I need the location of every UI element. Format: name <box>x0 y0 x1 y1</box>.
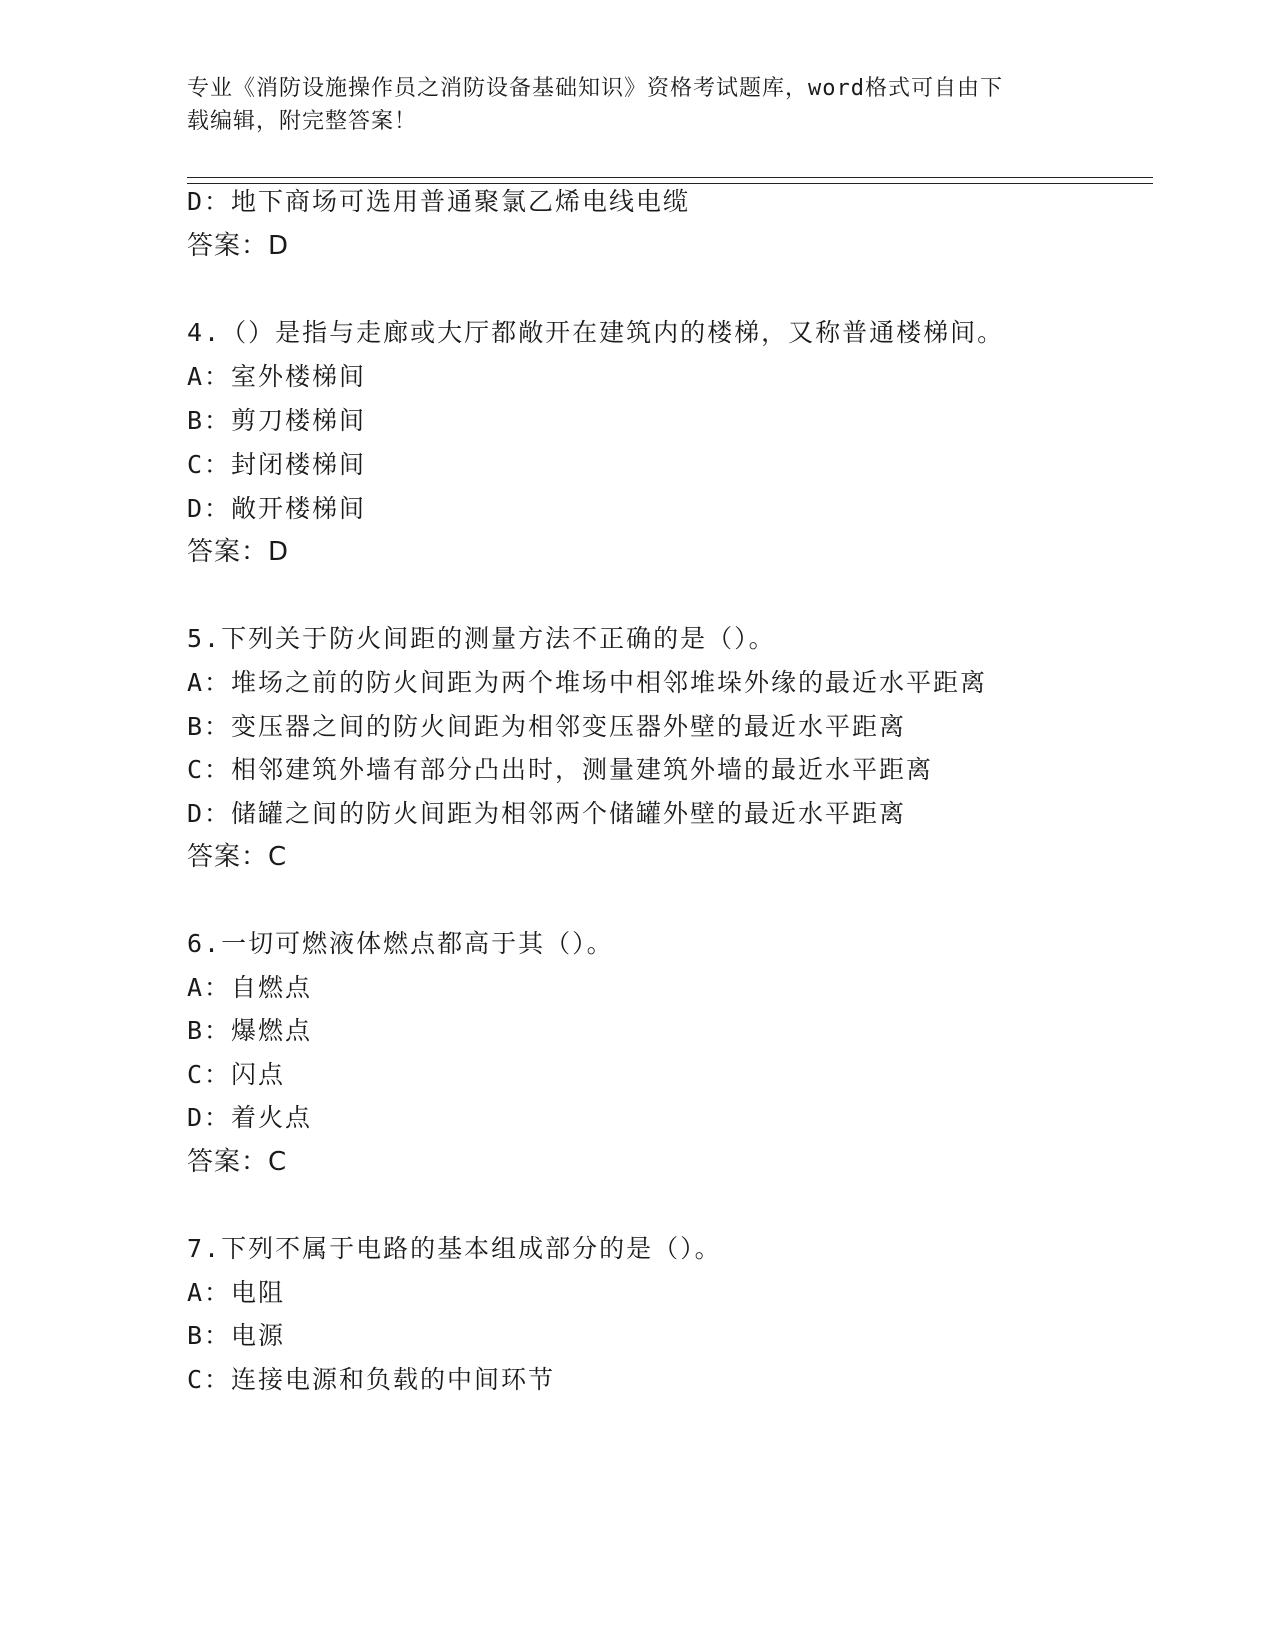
question-5-option-c: C：相邻建筑外墙有部分凸出时，测量建筑外墙的最近水平距离 <box>187 755 934 784</box>
question-6-option-a: A：自燃点 <box>187 973 313 1002</box>
question-6-stem: 6.一切可燃液体燃点都高于其（）。 <box>187 929 614 958</box>
question-7-option-a: A：电阻 <box>187 1278 286 1307</box>
question-6-option-b: B：爆燃点 <box>187 1016 313 1045</box>
question-6-option-c: C：闪点 <box>187 1060 286 1089</box>
question-4-option-b: B：剪刀楼梯间 <box>187 406 367 435</box>
question-6-option-d: D：着火点 <box>187 1103 313 1132</box>
header-line-1: 专业《消防设施操作员之消防设备基础知识》资格考试题库，word格式可自由下 <box>187 76 1003 101</box>
question-4-option-a: A：室外楼梯间 <box>187 362 367 391</box>
question-7-option-c: C：连接电源和负载的中间环节 <box>187 1365 556 1394</box>
question-5-stem: 5.下列关于防火间距的测量方法不正确的是（）。 <box>187 624 776 653</box>
header-divider <box>187 177 1153 184</box>
question-5-option-b: B：变压器之间的防火间距为相邻变压器外壁的最近水平距离 <box>187 712 907 741</box>
question-6-answer: 答案：C <box>187 1147 288 1177</box>
prev-question-answer: 答案：D <box>187 231 290 261</box>
header-line-2: 载编辑，附完整答案！ <box>187 109 418 134</box>
question-4-stem: 4.（）是指与走廊或大厅都敞开在建筑内的楼梯，又称普通楼梯间。 <box>187 318 1005 347</box>
document-header <box>187 72 1067 138</box>
question-7-stem: 7.下列不属于电路的基本组成部分的是（）。 <box>187 1234 722 1263</box>
question-4-option-d: D：敞开楼梯间 <box>187 494 367 523</box>
question-4-option-c: C：封闭楼梯间 <box>187 450 367 479</box>
question-7-option-b: B：电源 <box>187 1321 286 1350</box>
question-4-answer: 答案：D <box>187 537 290 567</box>
question-5-answer: 答案：C <box>187 842 288 872</box>
prev-question-option-d: D：地下商场可选用普通聚氯乙烯电线电缆 <box>187 187 691 216</box>
question-5-option-a: A：堆场之前的防火间距为两个堆场中相邻堆垛外缘的最近水平距离 <box>187 668 988 697</box>
question-5-option-d: D：储罐之间的防火间距为相邻两个储罐外壁的最近水平距离 <box>187 799 907 828</box>
